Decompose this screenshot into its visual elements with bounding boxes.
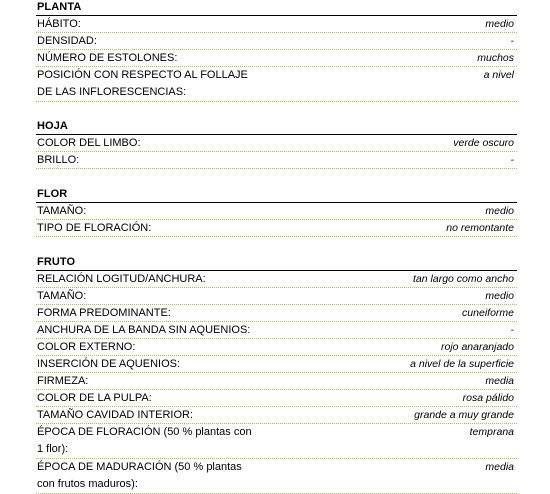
row-value: - (510, 154, 514, 166)
row-label: COLOR DE LA PULPA: (37, 392, 152, 404)
row-epoca-maduracion (36, 459, 517, 494)
row-value: tan largo como ancho (413, 273, 514, 285)
row-value: - (510, 35, 514, 47)
row-label: ÉPOCA DE MADURACIÓN (50 % plantas con frutos maduros): (37, 461, 242, 490)
row-forma-predominante (36, 305, 517, 322)
row-label: RELACIÓN LOGITUD/ANCHURA: (37, 273, 206, 285)
row-posicion-inflorescencias (36, 67, 517, 102)
row-numero-estolones (36, 50, 517, 67)
row-epoca-floracion (36, 424, 517, 459)
row-cavidad-interior (36, 407, 517, 424)
section-title: FLOR (36, 187, 517, 203)
row-value: temprana (469, 426, 514, 438)
row-label: ÉPOCA DE FLORACIÓN (50 % plantas con 1 flor): (37, 426, 252, 455)
row-label: DENSIDAD: (37, 35, 97, 47)
row-value: rojo anaranjado (441, 341, 514, 353)
row-value: media (485, 375, 514, 387)
row-label: TIPO DE FLORACIÓN: (37, 222, 152, 234)
row-label: FIRMEZA: (37, 375, 89, 387)
row-habito (36, 16, 517, 33)
row-value: media (485, 461, 514, 473)
section-hoja (36, 119, 517, 169)
row-label: TAMAÑO: (37, 205, 87, 217)
row-color-externo (36, 339, 517, 356)
row-value: medio (485, 205, 514, 217)
row-label: BRILLO: (37, 154, 80, 166)
row-label: TAMAÑO CAVIDAD INTERIOR: (37, 409, 194, 421)
row-label: POSICIÓN CON RESPECTO AL FOLLAJE DE LAS INFLORESCENCIAS: (37, 69, 248, 98)
row-value: a nivel de la superficie (410, 358, 514, 370)
row-label: INSERCIÓN DE AQUENIOS: (37, 358, 181, 370)
row-value: cuneiforme (462, 307, 514, 319)
section-title: PLANTA (36, 0, 517, 16)
section-flor (36, 187, 517, 237)
row-value: no remontante (446, 222, 514, 234)
row-value: medio (485, 18, 514, 30)
row-value: medio (485, 290, 514, 302)
section-fruto (36, 255, 517, 494)
row-color-limbo (36, 135, 517, 152)
section-title: FRUTO (36, 255, 517, 271)
row-value: - (510, 324, 514, 336)
row-tamano-flor (36, 203, 517, 220)
section-planta (36, 0, 517, 102)
row-label: ANCHURA DE LA BANDA SIN AQUENIOS: (37, 324, 251, 336)
row-label: HÁBITO: (37, 18, 81, 30)
row-brillo (36, 152, 517, 169)
row-label: COLOR EXTERNO: (37, 341, 136, 353)
row-tipo-floracion (36, 220, 517, 237)
row-label: TAMAÑO: (37, 290, 87, 302)
row-color-pulpa (36, 390, 517, 407)
row-densidad (36, 33, 517, 50)
row-anchura-banda (36, 322, 517, 339)
row-firmeza (36, 373, 517, 390)
section-title: HOJA (36, 119, 517, 135)
row-label: COLOR DEL LIMBO: (37, 137, 141, 149)
row-label: FORMA PREDOMINANTE: (37, 307, 171, 319)
row-value: muchos (477, 52, 514, 64)
row-value: a nivel (483, 69, 514, 81)
row-label: NÚMERO DE ESTOLONES: (37, 52, 178, 64)
row-value: rosa pálido (462, 392, 514, 404)
row-tamano-fruto (36, 288, 517, 305)
row-relacion-longitud-anchura (36, 271, 517, 288)
row-value: grande a muy grande (414, 409, 514, 421)
row-insercion-aquenios (36, 356, 517, 373)
row-value: verde oscuro (453, 137, 514, 149)
